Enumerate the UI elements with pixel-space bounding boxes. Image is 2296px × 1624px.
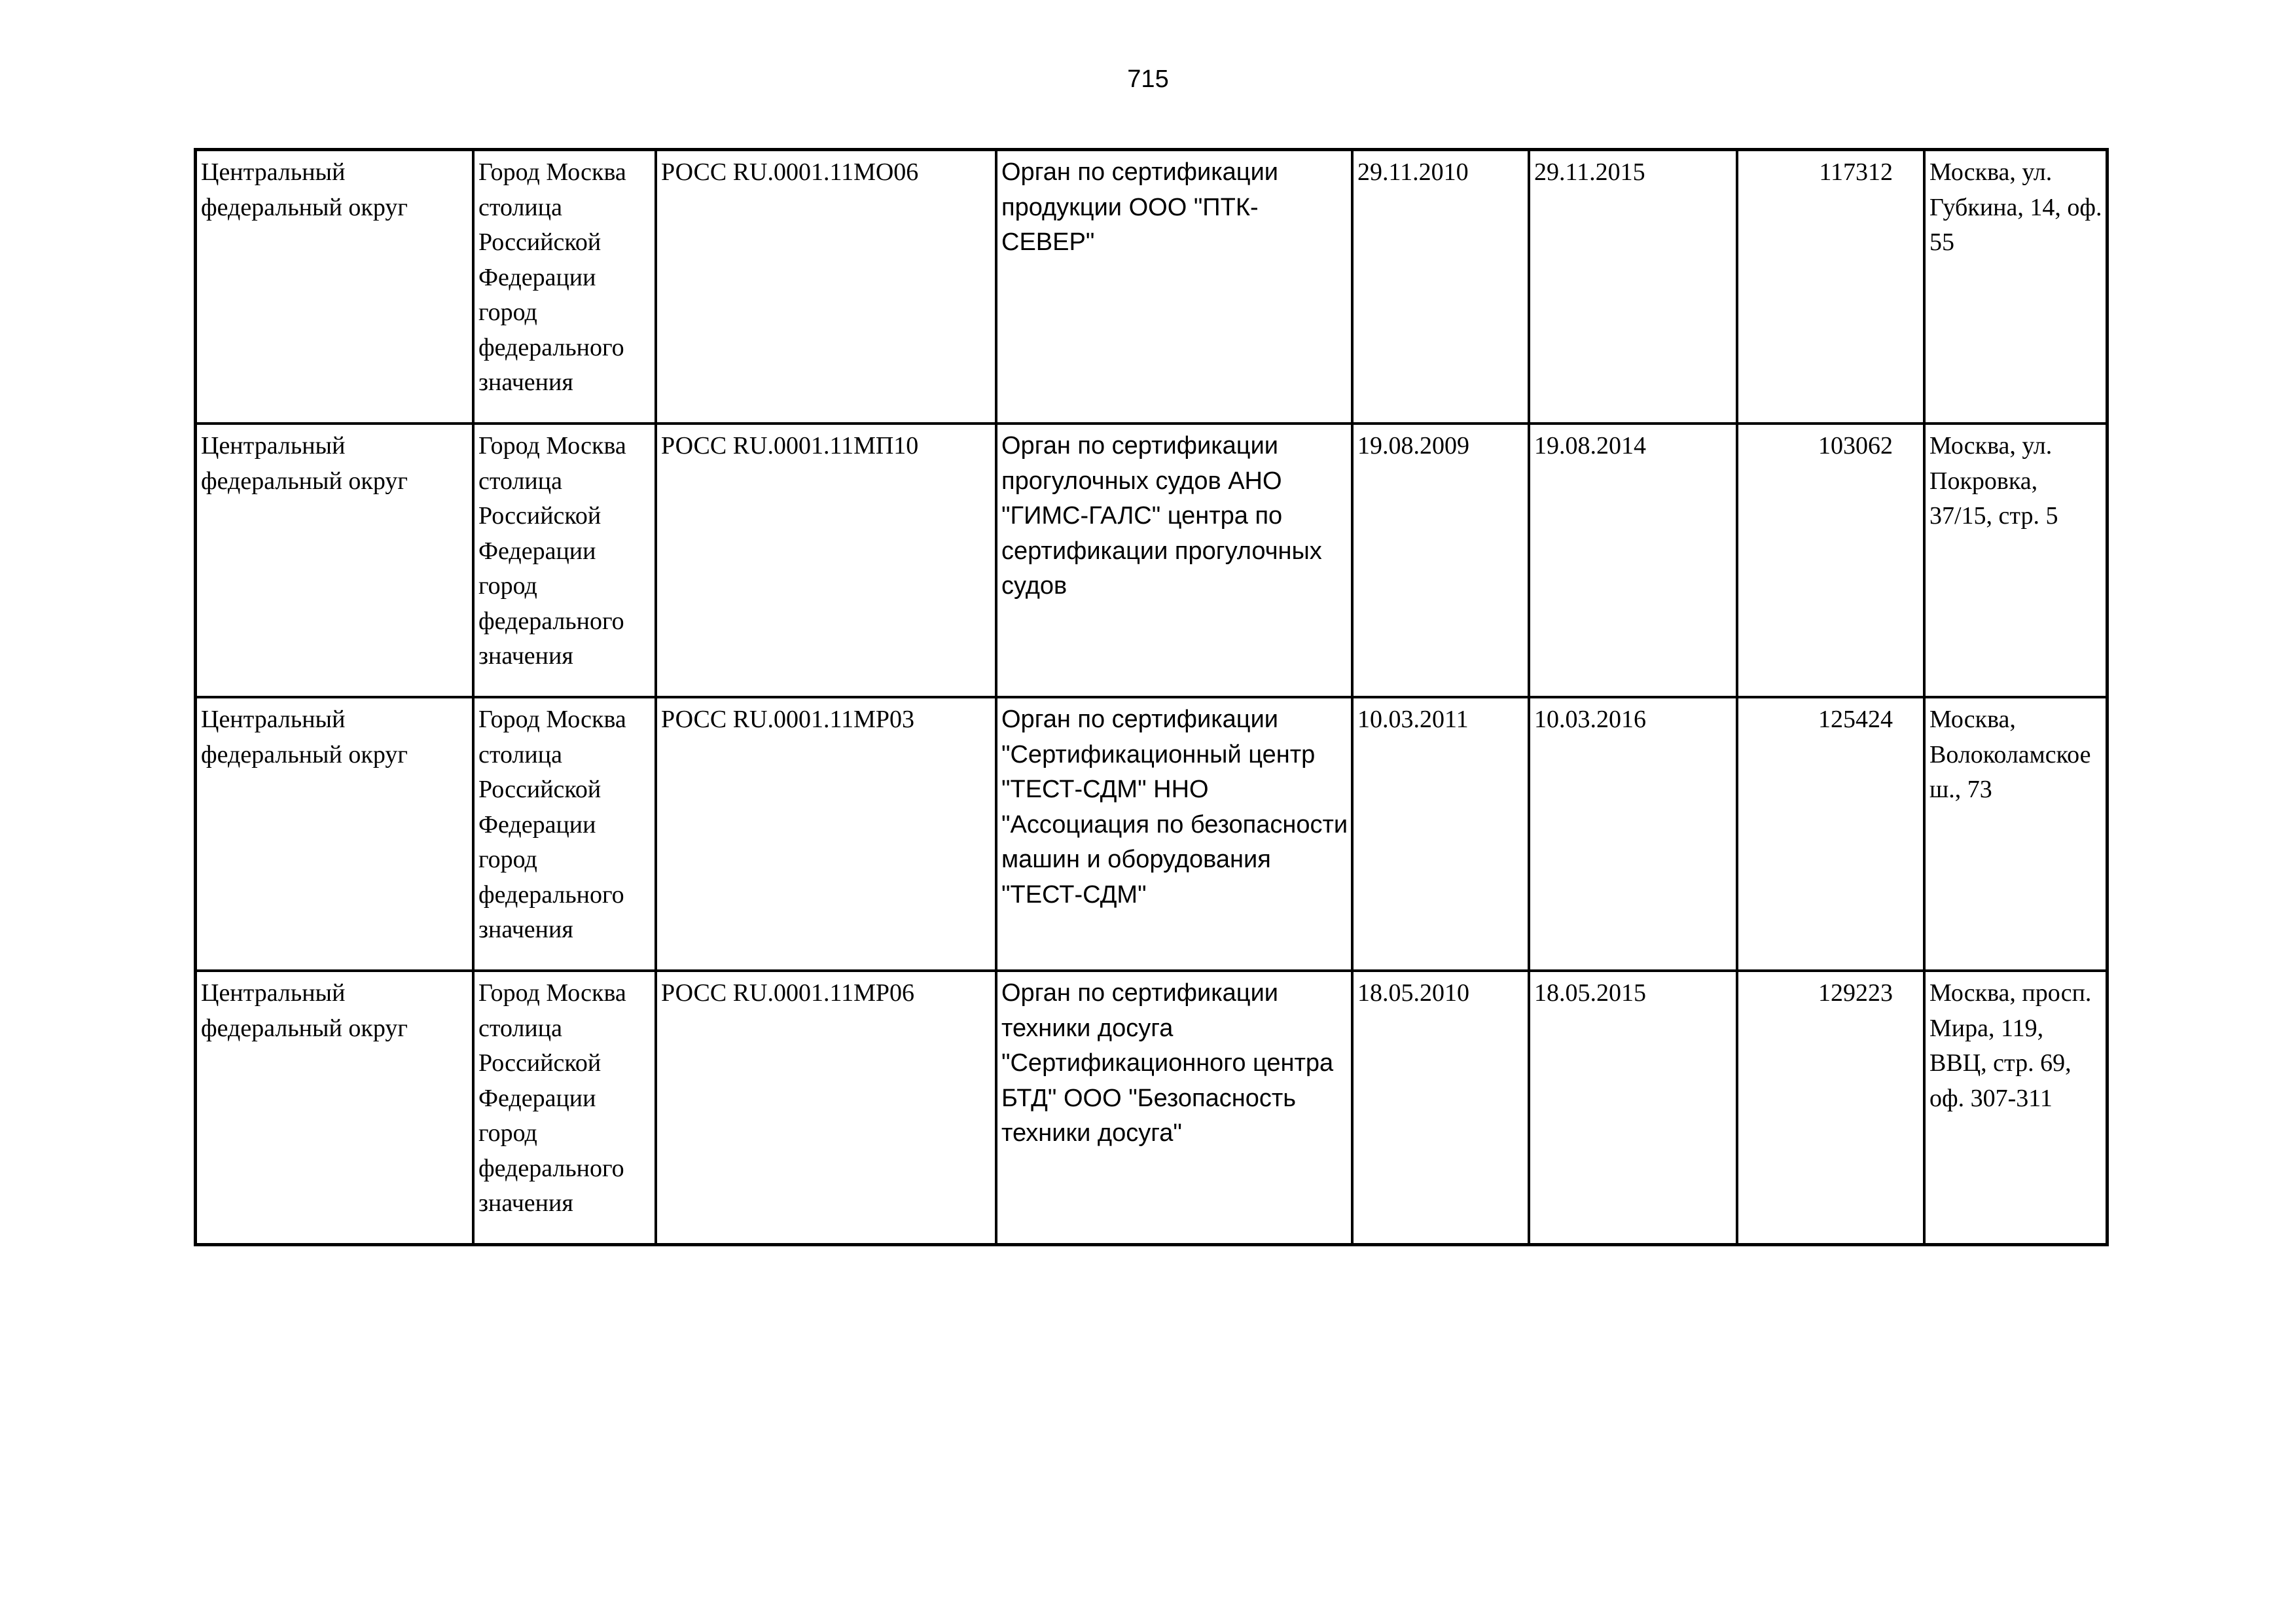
organization-text: Орган по сертификации прогулочных судов АНО "ГИМС-ГАЛС" центра по сертификации прогулочных судов	[1001, 432, 1322, 600]
address-cell	[1924, 971, 2108, 1245]
subject-text: Город Москва столица Российской Федерации город федерального значения	[478, 432, 626, 670]
certification-registry-table	[194, 148, 2109, 1246]
start-date-cell	[1352, 150, 1529, 424]
subject-cell	[473, 424, 656, 697]
end-date-text: 10.03.2016	[1534, 706, 1646, 733]
subject-text: Город Москва столица Российской Федерации город федерального значения	[478, 158, 626, 396]
region-text: Центральный федеральный округ	[201, 979, 408, 1042]
address-cell	[1924, 150, 2108, 424]
registration-number-cell	[656, 150, 996, 424]
address-text: Москва, Волоколамское ш., 73	[1929, 706, 2091, 803]
postal-index-cell	[1737, 697, 1924, 971]
postal-index-cell	[1737, 424, 1924, 697]
region-text: Центральный федеральный округ	[201, 432, 408, 495]
address-text: Москва, ул. Губкина, 14, оф. 55	[1929, 158, 2102, 256]
table-row	[196, 971, 2108, 1245]
registration-number-text: РОСС RU.0001.11МР06	[661, 979, 914, 1007]
postal-index-text: 103062	[1818, 432, 1893, 460]
address-cell	[1924, 697, 2108, 971]
subject-cell	[473, 697, 656, 971]
start-date-cell	[1352, 424, 1529, 697]
subject-cell	[473, 150, 656, 424]
subject-text: Город Москва столица Российской Федерации город федерального значения	[478, 979, 626, 1217]
organization-cell	[996, 697, 1352, 971]
registration-number-cell	[656, 971, 996, 1245]
organization-text: Орган по сертификации "Сертификационный центр "ТЕСТ-СДМ" ННО "Ассоциация по безопасности машин и оборудования "ТЕСТ-СДМ"	[1001, 706, 1348, 909]
postal-index-text: 125424	[1818, 706, 1893, 733]
registration-number-text: РОСС RU.0001.11МР03	[661, 706, 914, 733]
address-text: Москва, просп. Мира, 119, ВВЦ, стр. 69, оф. 307-311	[1929, 979, 2092, 1112]
end-date-cell	[1529, 150, 1737, 424]
table-body	[196, 150, 2108, 1245]
registration-number-cell	[656, 424, 996, 697]
postal-index-cell	[1737, 150, 1924, 424]
postal-index-cell	[1737, 971, 1924, 1245]
organization-cell	[996, 971, 1352, 1245]
postal-index-text: 129223	[1818, 979, 1893, 1007]
organization-cell	[996, 150, 1352, 424]
start-date-cell	[1352, 971, 1529, 1245]
end-date-text: 18.05.2015	[1534, 979, 1646, 1007]
end-date-cell	[1529, 971, 1737, 1245]
registration-number-text: РОСС RU.0001.11МО06	[661, 158, 919, 186]
subject-text: Город Москва столица Российской Федерации город федерального значения	[478, 706, 626, 943]
region-text: Центральный федеральный округ	[201, 706, 408, 768]
registration-number-cell	[656, 697, 996, 971]
start-date-text: 18.05.2010	[1357, 979, 1469, 1007]
end-date-cell	[1529, 424, 1737, 697]
postal-index-text: 117312	[1819, 158, 1893, 186]
end-date-text: 19.08.2014	[1534, 432, 1646, 460]
start-date-text: 29.11.2010	[1357, 158, 1469, 186]
page-number: 715	[1127, 65, 1169, 93]
table-row	[196, 697, 2108, 971]
region-cell	[196, 424, 474, 697]
address-cell	[1924, 424, 2108, 697]
organization-text: Орган по сертификации техники досуга "Сертификационного центра БТД" ООО "Безопасность техники досуга"	[1001, 979, 1334, 1147]
address-text: Москва, ул. Покровка, 37/15, стр. 5	[1929, 432, 2058, 530]
table-row	[196, 424, 2108, 697]
subject-cell	[473, 971, 656, 1245]
registration-number-text: РОСС RU.0001.11МП10	[661, 432, 919, 460]
end-date-cell	[1529, 697, 1737, 971]
organization-text: Орган по сертификации продукции ООО "ПТК-СЕВЕР"	[1001, 158, 1279, 256]
region-cell	[196, 150, 474, 424]
table-row	[196, 150, 2108, 424]
start-date-text: 10.03.2011	[1357, 706, 1469, 733]
region-cell	[196, 971, 474, 1245]
region-cell	[196, 697, 474, 971]
end-date-text: 29.11.2015	[1534, 158, 1645, 186]
start-date-text: 19.08.2009	[1357, 432, 1469, 460]
start-date-cell	[1352, 697, 1529, 971]
organization-cell	[996, 424, 1352, 697]
region-text: Центральный федеральный округ	[201, 158, 408, 221]
